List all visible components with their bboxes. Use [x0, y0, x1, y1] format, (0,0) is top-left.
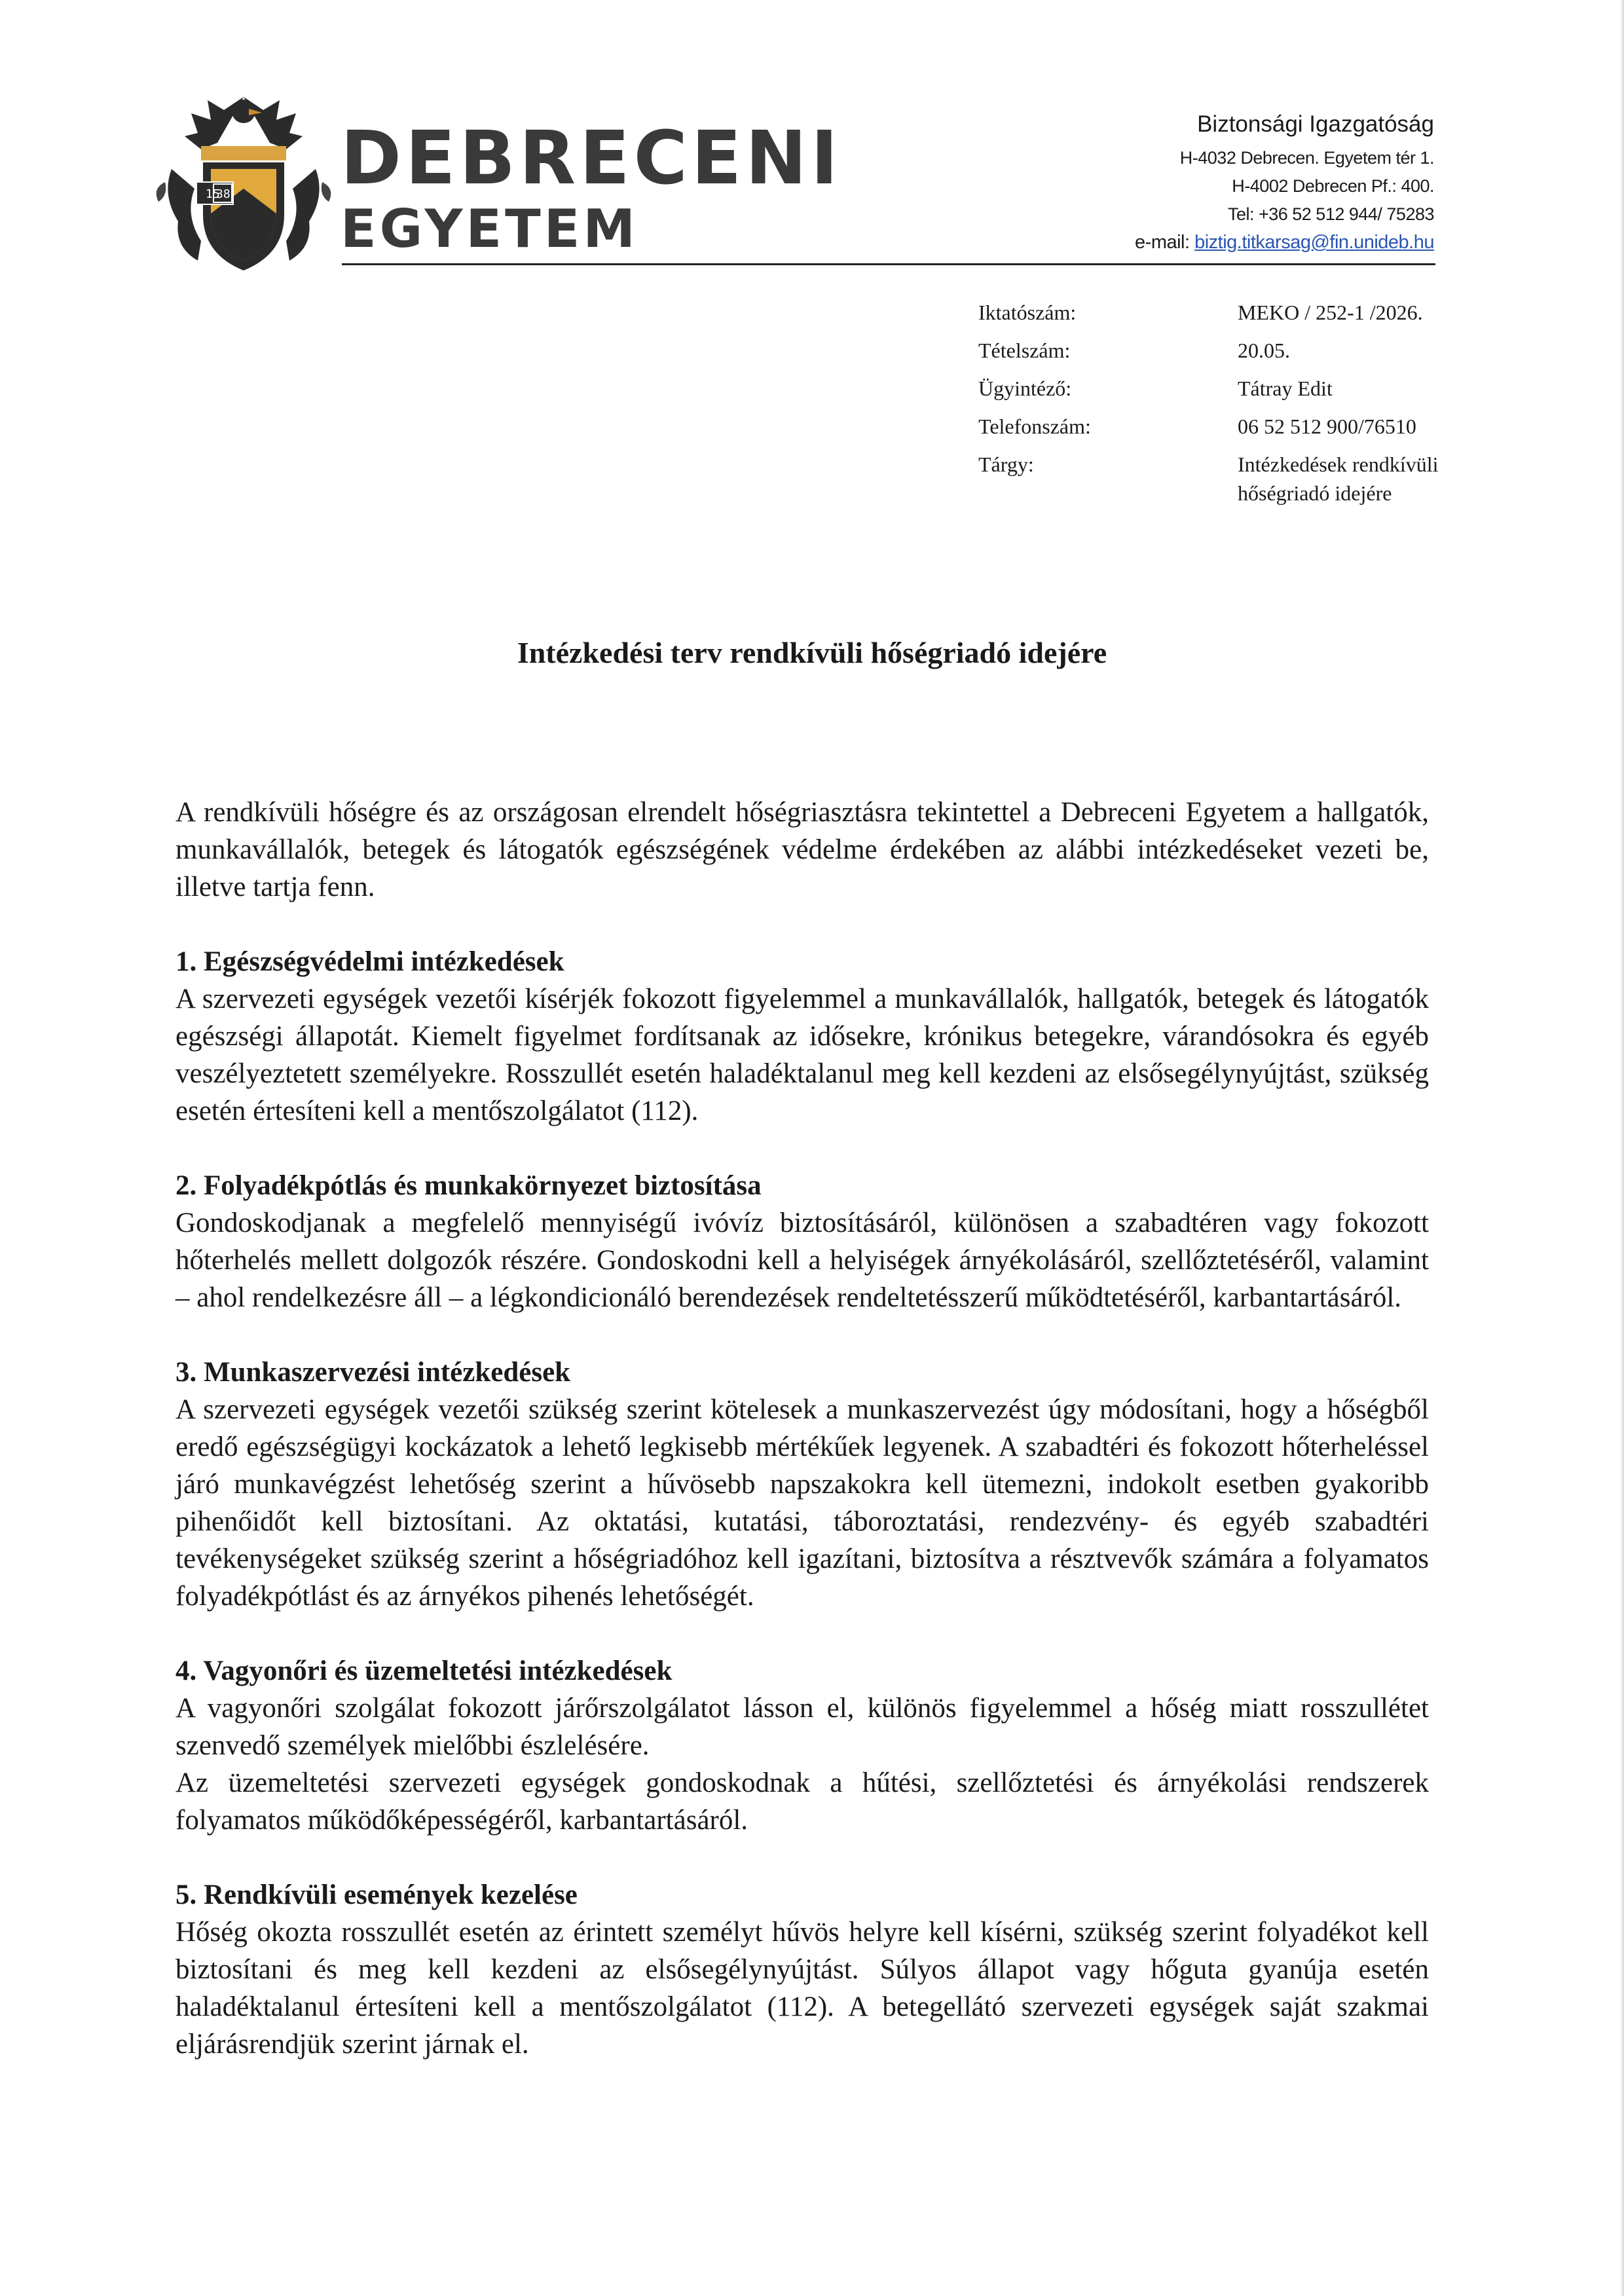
- meta-row-subject: [978, 445, 1500, 508]
- meta-label: Iktatószám:: [978, 301, 1077, 324]
- section-paragraph: A szervezeti egységek vezetői szükség szerint kötelesek a munkaszervezést úgy módosítani, hogy a hőségből eredő egészségügyi kockázatok a lehető legkisebb mértékűek legyenek. A szabadtéri és fokozott hőterheléssel járó munkavégzést lehetőség szerint a hűvösebb napszakokra kell ütemezni, indokolt esetben gyakoribb pihenőidőt kell biztosítani. Az oktatási, kutatási, táboroztatási, rendezvény- és egyéb szabadtéri tevékenységeket szükség szerint a hőségriadóhoz kell igazítani, biztosítva a résztvevők számára a folyamatos folyadékpótlást és az árnyékos pihenés lehetőségét.: [175, 1394, 1429, 1612]
- section-heading: 1. Egészségvédelmi intézkedések: [175, 946, 564, 977]
- section-paragraph: A szervezeti egységek vezetői kísérjék fokozott figyelemmel a munkavállalók, hallgatók, betegek és látogatók egészségi állapotát. Kiemelt figyelmet fordítsanak az idősekre, krónikus betegekre, várandósokra és egyéb veszélyeztetett személyekre. Rosszullét esetén haladéktalanul meg kell kezdeni az elsősegélynyújtást, szükség esetén értesíteni kell a mentőszolgálatot (112).: [175, 984, 1429, 1126]
- section-paragraph: Gondoskodjanak a megfelelő mennyiségű ivóvíz biztosításáról, különösen a szabadtéren vagy fokozott hőterhelés mellett dolgozók részére. Gondoskodni kell a helyiségek árnyékolásáról, szellőztetéséről, valamint – ahol rendelkezésre áll – a légkondicionáló berendezések rendeltetésszerű működtetéséről, karbantartásáról.: [175, 1208, 1429, 1313]
- section-work-organization: [175, 1354, 1429, 1615]
- section-heading: 5. Rendkívüli események kezelése: [175, 1879, 578, 1910]
- meta-value: MEKO / 252-1 /2026.: [1238, 301, 1423, 324]
- document-body: [175, 794, 1429, 2063]
- email-link[interactable]: biztig.titkarsag@fin.unideb.hu: [1194, 232, 1434, 253]
- meta-value: Tátray Edit: [1238, 377, 1333, 400]
- section-security-operations: [175, 1652, 1429, 1839]
- meta-row-item-number: [978, 331, 1500, 369]
- university-name-line1: DEBRECENI: [341, 116, 842, 201]
- email-line: [1135, 229, 1434, 257]
- document-title: Intézkedési terv rendkívüli hőségriadó idejére: [517, 636, 1107, 669]
- meta-label: Tételszám:: [978, 339, 1071, 362]
- university-name-line2: EGYETEM: [341, 198, 638, 259]
- scan-edge: [1620, 0, 1624, 2296]
- meta-row-phone: [978, 407, 1500, 445]
- address-line-2: H-4002 Debrecen Pf.: 400.: [1232, 176, 1434, 196]
- contact-block: [1135, 111, 1434, 257]
- meta-label: Tárgy:: [978, 453, 1034, 476]
- phone-line: Tel: +36 52 512 944/ 75283: [1227, 204, 1434, 224]
- university-coat-of-arms-logo: [145, 84, 342, 280]
- svg-text:15: 15: [206, 187, 220, 201]
- meta-row-reference-number: [978, 293, 1500, 331]
- meta-value: 06 52 512 900/76510: [1238, 415, 1416, 438]
- email-label: e-mail:: [1135, 232, 1190, 253]
- intro-paragraph: A rendkívüli hőségre és az országosan elrendelt hőségriasztásra tekintettel a Debreceni Egyetem a hallgatók, munkavállalók, betegek és látogatók egészségének védelme érdekében az alábbi intézkedéseket vezeti be, illetve tartja fenn.: [175, 797, 1429, 902]
- header-divider: [342, 263, 1435, 265]
- university-name: [341, 116, 842, 259]
- meta-label: Telefonszám:: [978, 415, 1091, 438]
- org-name: Biztonsági Igazgatóság: [1197, 111, 1434, 137]
- section-paragraph: A vagyonőri szolgálat fokozott járőrszolgálatot lásson el, különös figyelemmel a hőség miatt rosszullétet szenvedő személyek mielőbbi észlelésére.: [175, 1693, 1429, 1761]
- section-paragraph: Az üzemeltetési szervezeti egységek gondoskodnak a hűtési, szellőztetési és árnyékolási rendszerek folyamatos működőképességéről, karbantartásáról.: [175, 1768, 1429, 1836]
- section-paragraph: Hőség okozta rosszullét esetén az érintett személyt hűvös helyre kell kísérni, szükség szerint folyadékot kell biztosítani és meg kell kezdeni az elsősegélynyújtást. Súlyos állapot vagy hőguta gyanúja esetén haladéktalanul értesíteni kell a mentőszolgálatot (112). A betegellátó szervezeti egységek saját szakmai eljárásrendjük szerint járnak el.: [175, 1917, 1429, 2060]
- section-heading: 3. Munkaszervezési intézkedések: [175, 1357, 571, 1388]
- meta-row-administrator: [978, 369, 1500, 407]
- section-heading: 2. Folyadékpótlás és munkakörnyezet biztosítása: [175, 1170, 762, 1201]
- meta-label: Ügyintéző:: [978, 377, 1072, 400]
- document-metadata: [978, 293, 1500, 508]
- section-health-measures: [175, 943, 1429, 1130]
- section-emergency-handling: [175, 1876, 1429, 2063]
- meta-value: Intézkedések rendkívüli hőségriadó idejére: [1238, 453, 1439, 505]
- meta-value: 20.05.: [1238, 339, 1290, 362]
- svg-text:38: 38: [216, 187, 231, 201]
- section-heading: 4. Vagyonőri és üzemeltetési intézkedések: [175, 1656, 673, 1686]
- address-line-1: H-4032 Debrecen. Egyetem tér 1.: [1179, 148, 1434, 168]
- section-hydration-environment: [175, 1167, 1429, 1316]
